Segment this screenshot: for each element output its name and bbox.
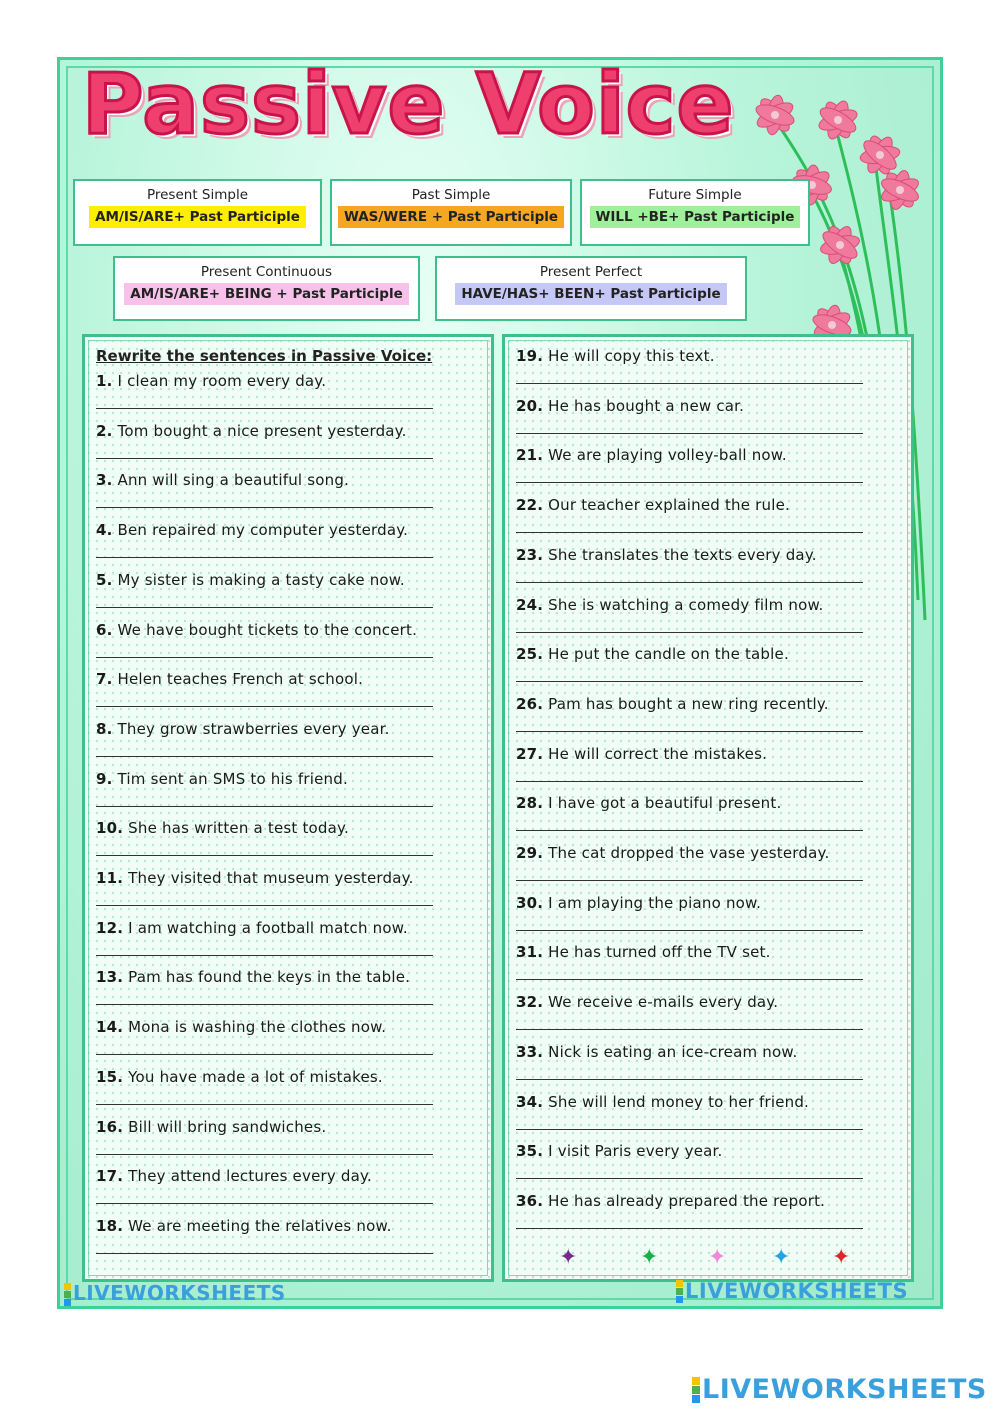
sentence-text: Our teacher explained the rule. [548, 496, 790, 515]
answer-line[interactable] [516, 731, 863, 732]
answer-line[interactable] [96, 1154, 433, 1155]
sentence-text: I clean my room every day. [117, 372, 327, 390]
sentence-number: 19. [516, 347, 544, 365]
sentence-text: I am watching a football match now. [128, 918, 408, 937]
sentence-item [516, 1093, 809, 1111]
sentence-item [516, 1192, 825, 1210]
star-icon: ✦ [708, 1245, 727, 1270]
sentence-number: 29. [516, 844, 544, 862]
sentence-item [96, 1068, 383, 1086]
sentence-number: 30. [516, 893, 544, 912]
brand-logo-right [676, 1279, 908, 1304]
sentence-item [96, 621, 417, 639]
sentence-text: Helen teaches French at school. [117, 670, 364, 689]
sentence-text: He will correct the mistakes. [548, 744, 768, 763]
sentence-item [96, 372, 326, 390]
sentence-item [516, 546, 817, 564]
sentence-item [96, 670, 363, 688]
sentence-text: She has written a test today. [128, 819, 349, 838]
sentence-text: They attend lectures every day. [128, 1167, 372, 1186]
sentence-number: 23. [516, 545, 544, 564]
formula-present-perfect [435, 256, 747, 321]
formula-rule: WILL +BE+ Past Participle [590, 206, 801, 228]
sentence-number: 7. [96, 670, 113, 689]
sentence-number: 9. [96, 769, 113, 788]
sentence-number: 24. [516, 595, 544, 614]
formula-present-simple [73, 179, 322, 246]
sentence-item [516, 894, 761, 912]
answer-line[interactable] [96, 806, 433, 807]
sentence-item [516, 496, 790, 514]
sentence-item [96, 571, 405, 589]
sentence-item [96, 819, 349, 837]
sentence-text: He put the candle on the table. [548, 645, 789, 664]
sentence-number: 28. [516, 794, 544, 813]
sentence-text: The cat dropped the vase yesterday. [548, 844, 830, 862]
page-title: Passive Voice [82, 55, 735, 153]
answer-line[interactable] [96, 408, 433, 409]
answer-line[interactable] [516, 930, 863, 931]
sentence-item [516, 794, 781, 812]
sentence-text: Ann will sing a beautiful song. [117, 471, 350, 490]
sentence-item [516, 993, 778, 1011]
sentence-number: 1. [96, 372, 113, 390]
sentence-number: 36. [516, 1191, 544, 1210]
answer-line[interactable] [516, 1029, 863, 1030]
sentence-number: 27. [516, 744, 544, 763]
brand-logo-icon [692, 1377, 700, 1404]
sentence-number: 26. [516, 694, 544, 713]
sentence-item [516, 1043, 797, 1061]
sentence-item [96, 1167, 372, 1185]
sentence-text: Pam has found the keys in the table. [128, 968, 411, 987]
sentence-number: 10. [96, 819, 124, 838]
answer-line[interactable] [96, 657, 433, 658]
sentence-text: We receive e-mails every day. [548, 993, 779, 1012]
sentence-number: 22. [516, 496, 544, 515]
formula-name: Future Simple [648, 187, 742, 203]
sentence-number: 14. [96, 1018, 124, 1037]
formula-rule: AM/IS/ARE+ Past Participle [89, 206, 306, 228]
star-icon: ✦ [640, 1245, 659, 1270]
answer-line[interactable] [516, 880, 863, 881]
sentence-text: They visited that museum yesterday. [128, 869, 414, 887]
answer-line[interactable] [516, 681, 863, 682]
answer-line[interactable] [516, 1178, 863, 1179]
sentence-number: 17. [96, 1167, 124, 1186]
sentence-text: They grow strawberries every year. [117, 719, 390, 738]
sentence-item [516, 645, 789, 663]
answer-line[interactable] [516, 482, 863, 483]
sentence-item [516, 446, 787, 464]
sentence-item [516, 844, 829, 862]
sentence-item [96, 1217, 392, 1235]
answer-line[interactable] [516, 433, 863, 434]
brand-logo-icon [676, 1280, 683, 1304]
sentence-item [516, 397, 744, 415]
sentence-item [96, 720, 390, 738]
answer-line[interactable] [516, 830, 863, 831]
sentence-text: We are meeting the relatives now. [128, 1216, 392, 1235]
answer-line[interactable] [516, 632, 863, 633]
sentence-item [96, 968, 410, 986]
brand-logo-footer [692, 1374, 987, 1405]
sentence-text: Pam has bought a new ring recently. [548, 694, 829, 713]
sentence-number: 32. [516, 993, 544, 1012]
sentence-text: My sister is making a tasty cake now. [117, 570, 405, 589]
formula-name: Present Perfect [539, 264, 643, 280]
sentence-text: Tom bought a nice present yesterday. [117, 421, 407, 440]
sentence-item [516, 745, 767, 763]
answer-line[interactable] [96, 607, 433, 608]
sentence-text: She will lend money to her friend. [548, 1092, 810, 1111]
sentence-text: I visit Paris every year. [548, 1142, 723, 1161]
answer-line[interactable] [516, 781, 863, 782]
sentence-item [516, 347, 715, 365]
sentence-text: Mona is washing the clothes now. [128, 1018, 387, 1037]
sentence-number: 16. [96, 1117, 124, 1136]
sentence-text: Bill will bring sandwiches. [128, 1117, 327, 1136]
brand-logo-icon [64, 1283, 71, 1307]
sentence-number: 6. [96, 620, 113, 639]
sentence-item [96, 521, 408, 539]
sentence-number: 2. [96, 421, 113, 440]
formula-name: Present Continuous [200, 264, 333, 280]
sentence-item [516, 596, 824, 614]
sentence-item [96, 1018, 386, 1036]
sentence-text: Nick is eating an ice-cream now. [548, 1042, 798, 1061]
sentence-number: 11. [96, 869, 124, 887]
sentence-item [96, 471, 349, 489]
answer-line[interactable] [516, 582, 863, 583]
answer-line[interactable] [96, 1054, 433, 1055]
answer-line[interactable] [516, 1129, 863, 1130]
sentence-number: 31. [516, 943, 544, 962]
sentence-text: I have got a beautiful present. [548, 794, 782, 813]
sentence-text: You have made a lot of mistakes. [128, 1067, 383, 1086]
star-icon: ✦ [559, 1245, 578, 1270]
sentence-item [96, 422, 407, 440]
sentence-item [96, 919, 408, 937]
formula-rule: WAS/WERE + Past Participle [338, 206, 564, 228]
sentence-text: He has already prepared the report. [548, 1191, 826, 1210]
formula-future-simple [580, 179, 810, 246]
sentence-number: 25. [516, 645, 544, 664]
answer-line[interactable] [96, 905, 433, 906]
answer-line[interactable] [96, 1253, 433, 1254]
sentence-text: She is watching a comedy film now. [548, 595, 824, 614]
sentence-item [516, 695, 829, 713]
star-icon: ✦ [772, 1245, 791, 1270]
sentence-item [96, 1118, 326, 1136]
formula-rule: AM/IS/ARE+ BEING + Past Participle [124, 283, 408, 305]
sentence-number: 4. [96, 521, 113, 540]
sentence-number: 35. [516, 1142, 544, 1161]
answer-line[interactable] [96, 955, 433, 956]
answer-line[interactable] [516, 979, 863, 980]
formula-name: Present Simple [146, 187, 249, 203]
sentence-text: Ben repaired my computer yesterday. [117, 521, 409, 540]
sentence-number: 8. [96, 719, 113, 738]
answer-line[interactable] [516, 1079, 863, 1080]
sentence-number: 12. [96, 918, 124, 937]
sentence-text: He will copy this text. [548, 347, 715, 365]
answer-line[interactable] [96, 1203, 433, 1204]
sentence-text: I am playing the piano now. [548, 893, 762, 912]
answer-line[interactable] [96, 1004, 433, 1005]
answer-line[interactable] [96, 706, 433, 707]
sentence-text: He has bought a new car. [548, 396, 745, 415]
sentence-item [516, 943, 771, 961]
formula-name: Past Simple [411, 187, 491, 203]
brand-text: LIVEWORKSHEETS [73, 1281, 286, 1305]
brand-text: LIVEWORKSHEETS [685, 1279, 909, 1303]
answer-line[interactable] [96, 507, 433, 508]
answer-line[interactable] [96, 458, 433, 459]
sentence-text: We have bought tickets to the concert. [117, 620, 418, 639]
sentence-number: 33. [516, 1042, 544, 1061]
sentence-item [516, 1142, 723, 1160]
sentence-number: 15. [96, 1067, 124, 1086]
formula-rule: HAVE/HAS+ BEEN+ Past Participle [455, 283, 726, 305]
answer-line[interactable] [96, 855, 433, 856]
sentence-number: 3. [96, 471, 113, 490]
sentence-number: 18. [96, 1216, 124, 1235]
sentence-number: 34. [516, 1092, 544, 1111]
answer-line[interactable] [516, 383, 863, 384]
sentence-text: Tim sent an SMS to his friend. [117, 769, 348, 788]
sentence-number: 5. [96, 570, 113, 589]
formula-past-simple [330, 179, 572, 246]
instruction-text: Rewrite the sentences in Passive Voice: [96, 347, 433, 365]
answer-line[interactable] [96, 1104, 433, 1105]
sentence-item [96, 869, 414, 887]
sentence-number: 21. [516, 446, 544, 465]
answer-line[interactable] [516, 1228, 863, 1229]
sentence-text: She translates the texts every day. [548, 545, 817, 564]
sentence-number: 20. [516, 396, 544, 415]
sentence-text: He has turned off the TV set. [548, 943, 771, 962]
brand-text: LIVEWORKSHEETS [702, 1374, 987, 1405]
answer-line[interactable] [96, 756, 433, 757]
answer-line[interactable] [96, 557, 433, 558]
sentence-number: 13. [96, 968, 124, 987]
formula-present-continuous [113, 256, 420, 321]
answer-line[interactable] [516, 532, 863, 533]
brand-logo-left [64, 1281, 286, 1307]
sentence-text: We are playing volley-ball now. [548, 446, 787, 465]
star-icon: ✦ [832, 1245, 851, 1270]
sentence-item [96, 770, 348, 788]
